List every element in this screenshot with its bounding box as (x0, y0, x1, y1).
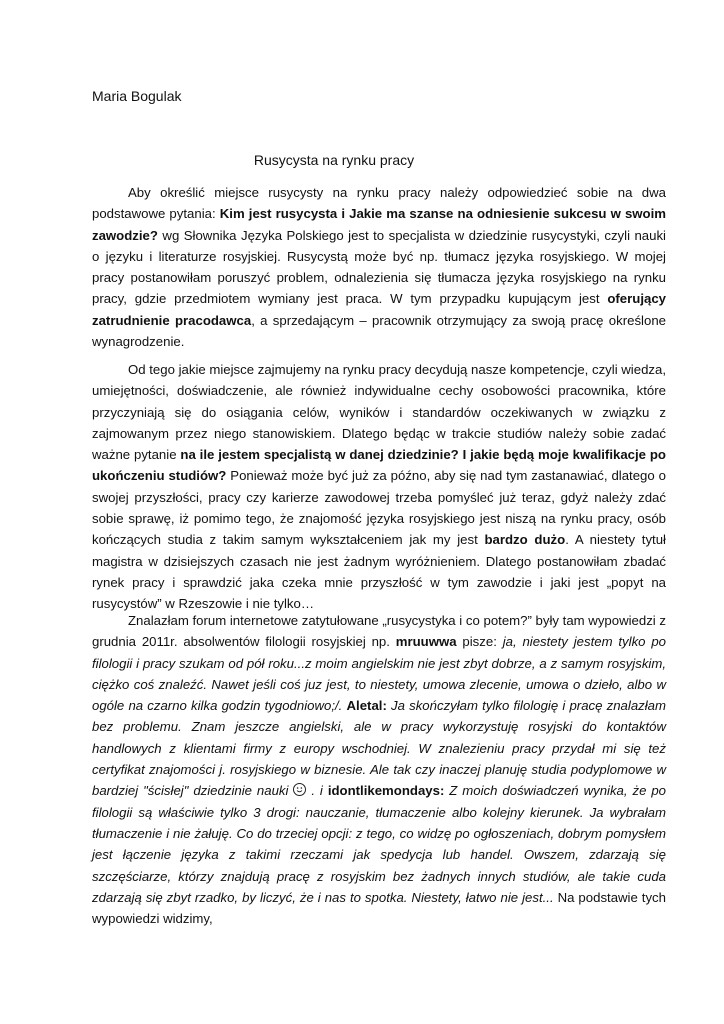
forum-user-aletal: Aletal: (346, 698, 387, 714)
p1-bold-employer: oferujący zatrudnienie pracodawca (92, 291, 666, 328)
forum-user-idontlikemondays: idontlikemondays: (327, 783, 445, 799)
forum-user-mruuwwa: mruuwwa (395, 634, 457, 650)
p1-text-3: , a sprzedającym – pracownik otrzymujący za swoją pracę określone wynagrodzenie. (92, 312, 666, 350)
document-title: Rusycysta na rynku pracy (253, 152, 415, 168)
p3-text-1: Znalazłam forum internetowe zatytułowane „rusycystyka i co potem?” były tam wypowiedzi z grudnia 2011r. absolwentów filologii rosyjskiej np. (92, 613, 666, 650)
quote-mruuwwa: ja, niestety jestem tylko po filologii i pracy szukam od pół roku...z moim angielskim nie jest zbyt dobrze, a z samym rosyjskim, ciężko coś znaleźć. Nawet jeśli coś juz jest, to niestety, umowa zlecenie, umowa o dzieło, albo w ogóle na czarno kilka godzin tygodniowo;/. (92, 634, 666, 714)
p2-bold-question: na ile jestem specjalistą w danej dziedzinie? I jakie będą moje kwalifikacje po ukończeniu studiów? (92, 447, 666, 484)
p2-bold-many: bardzo dużo (484, 532, 566, 548)
paragraph-1 (92, 182, 666, 352)
p1-text-2: wg Słownika Języka Polskiego jest to specjalista w dziedzinie rusycystyki, czyli nauki o języku i literaturze rosyjskiej. Rusycystą może być np. tłumacz języka rosyjskiego. W mojej pracy postanowiłam poruszyć problem, odnalezienia się tłumacza języka rosyjskiego na rynku pracy, gdzie przedmiotem wymiany jest praca. W tym przypadku kupującym jest (92, 227, 666, 307)
p2-text-3: . A niestety tytuł magistra w dzisiejszych czasach nie jest żadnym wyróżnieniem. Dlatego postanowiłam zbadać rynek pracy i sprawdzić jaka czeka mnie przyszłość w tym zawodzie i jaki jest „popyt na rusycystów” w Rzeszowie i nie tylko… (92, 532, 666, 612)
quote-idontlikemondays: Z moich doświadczeń wynika, że po filologii są właściwie tylko 3 drogi: nauczanie, tłumaczenie albo kolejny kierunek. Ja wybrałam tłumaczenie i nie żałuję. Co do trzeciej opcji: z tego, co widzę po ogłoszeniach, dobrym pomysłem jest łączenie języka z takimi rzeczami jak spedycja lub handel. Owszem, zdarzają się szczęściarze, którzy znajdują pracę z rosyjskim bez żadnych innych studiów, ale takie cuda zdarzają się zbyt rzadko, by liczyć, że i nas to spotka. Niestety, łatwo nie jest... (92, 783, 667, 905)
smiley-icon (293, 783, 306, 796)
p2-text-2: Ponieważ może być już za późno, aby się nad tym zastanawiać, dlatego o swojej przyszłości, pracy czy karierze zawodowej trzeba pomyśleć już teraz, gdyż należy zdać sobie sprawę, iż pomimo tego, że znajomość języka rosyjskiego jest niszą na rynku pracy, osób kończących studia z takim samym wykształceniem jak my jest (92, 468, 666, 548)
p2-text-1: Od tego jakie miejsce zajmujemy na rynku pracy decydują nasze kompetencje, czyli wiedza, umiejętności, doświadczenie, ale również indywidualne cechy osobowości pracownika, które przyczyniają się do osiągania celów, wyników i standardów oczekiwanych w związku z zajmowanym przez niego stanowiskiem. Dlatego będąc w trakcie studiów należy sobie zadać ważne pytanie (92, 362, 667, 463)
p1-bold-question: Kim jest rusycysta i Jakie ma szanse na odniesienie sukcesu w swoim zawodzie? (92, 206, 667, 243)
p3-text-3: Na podstawie tych wypowiedzi widzimy, (92, 889, 666, 927)
p1-text-1: Aby określić miejsce rusycysty na rynku pracy należy odpowiedzieć sobie na dwa podstawowe pytania: (92, 185, 666, 222)
quote-aletal-end: . i (306, 783, 323, 799)
paragraph-3 (92, 610, 666, 929)
p3-text-2: pisze: (456, 634, 503, 650)
author-name: Maria Bogulak (92, 88, 182, 104)
quote-aletal: Ja skończyłam tylko filologię i pracę znalazłam bez problemu. Znam jeszcze angielski, ale w pracy wykorzystuję rosyjski do kontaktów handlowych z klientami firmy z europy wschodniej. W znalezieniu pracy przydał mi się też certyfikat znajomości j. rosyjskiego w biznesie. Ale tak czy inaczej planuję studia podyplomowe w bardziej "ścisłej" dziedzinie nauki (92, 698, 666, 799)
paragraph-2 (92, 359, 666, 615)
